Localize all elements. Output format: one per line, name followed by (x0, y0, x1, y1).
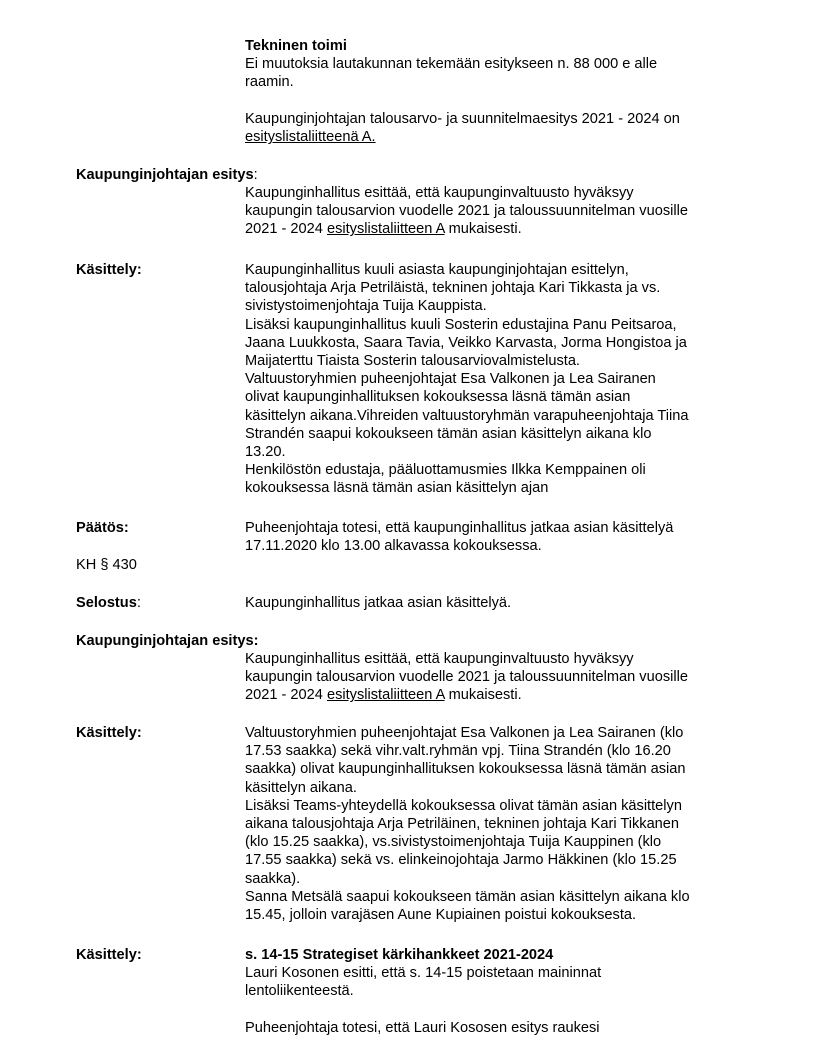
kasittely-label-3: Käsittely: (76, 947, 142, 963)
paatos-body (245, 519, 745, 555)
kasittely1-line: 13.20. (245, 444, 286, 461)
esitys2-line-2: kaupungin talousarvion vuodelle 2021 ja taloussuunnitelman vuosille (245, 669, 688, 686)
kasittely-body-1 (245, 261, 745, 498)
paatos-label: Päätös: (76, 520, 129, 536)
kasittely1-line: Henkilöstön edustaja, pääluottamusmies Ilkka Kemppainen oli (245, 462, 646, 479)
kasittely1-line: talousjohtaja Arja Petriläistä, tekninen johtaja Kari Tikkasta ja vs. (245, 280, 661, 297)
kasittely-body-3 (245, 946, 745, 1001)
kasittely1-line: Jaana Luukkosta, Saara Tavia, Veikko Karvasta, Jorma Hongistoa ja (245, 334, 687, 351)
talousarvo-line-1: Kaupunginjohtajan talousarvo- ja suunnitelmaesitys 2021 - 2024 on (245, 111, 680, 127)
esityslistaliite-link[interactable]: esityslistaliitteenä A. (245, 129, 376, 146)
kasittely1-line: Maijaterttu Tiaista Sosterin talousarviovalmistelusta. (245, 353, 580, 370)
kasittely1-line: Kaupunginhallitus kuuli asiasta kaupunginjohtajan esittelyn, (245, 262, 629, 278)
kasittely2-line: käsittelyn aikana. (245, 779, 357, 796)
esitys-body-2 (245, 650, 745, 705)
esitys-body-1 (245, 184, 745, 239)
esityslistaliite-link-2[interactable]: esityslistaliitteen A (326, 221, 445, 238)
kasittely2-line: aikana talousjohtaja Arja Petriläinen, tekninen johtaja Kari Tikkanen (245, 816, 680, 833)
kh-section-number: KH § 430 (76, 557, 137, 573)
kasittely1-line: Strandén saapui kokoukseen tämän asian käsittelyn aikana klo (245, 425, 652, 442)
kasittely-label-2: Käsittely: (76, 725, 142, 741)
esitys1-line-3-post: mukaisesti. (444, 221, 522, 238)
talousarvo-paragraph (245, 110, 745, 146)
kasittely1-line: Valtuustoryhmien puheenjohtajat Esa Valkonen ja Lea Sairanen (245, 371, 656, 388)
kasittely3-line-2: lentoliikenteestä. (245, 983, 354, 1000)
esitys-label-colon: : (253, 167, 258, 183)
esitys2-line-3-pre: 2021 - 2024 (245, 687, 327, 704)
kasittely-label-1: Käsittely: (76, 262, 142, 278)
kasittely3-line-1: Lauri Kosonen esitti, että s. 14-15 poistetaan maininnat (245, 965, 602, 982)
kasittely2-line: 17.53 saakka) sekä vihr.valt.ryhmän vpj. Tiina Strandén (klo 16.20 (245, 743, 671, 760)
selostus-text: Kaupunginhallitus jatkaa asian käsittelyä. (245, 595, 512, 611)
esitys1-line-3 (245, 220, 745, 238)
kasittely2-line: Lisäksi Teams-yhteydellä kokouksessa olivat tämän asian käsittelyn (245, 797, 682, 814)
strategiset-heading: s. 14-15 Strategiset kärkihankkeet 2021-2024 (245, 947, 554, 963)
kasittely2-line: Valtuustoryhmien puheenjohtajat Esa Valkonen ja Lea Sairanen (klo (245, 725, 684, 741)
kasittely2-line: Sanna Metsälä saapui kokoukseen tämän asian käsittelyn aikana klo (245, 888, 690, 905)
tekninen-line-1: Ei muutoksia lautakunnan tekemään esitykseen n. 88 000 e alle (245, 56, 658, 73)
kasittely2-line: 17.55 saakka) sekä vs. elinkeinojohtaja Jarmo Häkkinen (klo 15.25 (245, 852, 677, 869)
selostus-label-colon: : (136, 595, 141, 611)
kasittely1-line: kokouksessa läsnä tämän asian käsittelyn ajan (245, 480, 549, 497)
selostus-body (245, 594, 745, 612)
esitys-label-1 (76, 166, 258, 184)
kasittely1-line: käsittelyn aikana.Vihreiden valtuustoryhmän varapuheenjohtaja Tiina (245, 407, 689, 424)
esitys1-line-2: kaupungin talousarvion vuodelle 2021 ja taloussuunnitelman vuosille (245, 203, 688, 220)
tekninen-toimi-heading: Tekninen toimi (245, 38, 347, 54)
esitys1-line-1: Kaupunginhallitus esittää, että kaupunginvaltuusto hyväksyy (245, 185, 634, 201)
kasittely2-line: saakka) olivat kaupunginhallituksen kokouksessa läsnä tämän asian (245, 761, 686, 778)
esitys2-line-3 (245, 686, 745, 704)
kasittely-body-2 (245, 724, 745, 924)
esitys-label-2: Kaupunginjohtajan esitys: (76, 633, 259, 649)
selostus-label (76, 594, 141, 612)
paatos-line-1: Puheenjohtaja totesi, että kaupunginhallitus jatkaa asian käsittelyä (245, 520, 674, 536)
paatos-line-2: 17.11.2020 klo 13.00 alkavassa kokouksessa. (245, 538, 542, 555)
esitys2-line-1: Kaupunginhallitus esittää, että kaupunginvaltuusto hyväksyy (245, 651, 634, 667)
kasittely1-line: Lisäksi kaupunginhallitus kuuli Sosterin edustajina Panu Peitsaroa, (245, 316, 677, 333)
kasittely3-final-line: Puheenjohtaja totesi, että Lauri Kososen esitys raukesi (245, 1020, 600, 1036)
esitys-label-text: Kaupunginjohtajan esitys (76, 167, 254, 183)
kasittely2-line: saakka). (245, 870, 301, 887)
tekninen-line-2: raamin. (245, 74, 294, 91)
kasittely3-final (245, 1019, 745, 1037)
kasittely2-line: 15.45, jolloin varajäsen Aune Kupiainen poistui kokouksesta. (245, 907, 637, 924)
esitys1-line-3-pre: 2021 - 2024 (245, 221, 327, 238)
kasittely1-line: sivistystoimenjohtaja Tuija Kauppista. (245, 298, 487, 315)
esitys2-line-3-post: mukaisesti. (444, 687, 522, 704)
tekninen-toimi-section (245, 37, 745, 92)
kasittely1-line: olivat kaupunginhallituksen kokouksessa läsnä tämän asian (245, 389, 631, 406)
esityslistaliite-link-3[interactable]: esityslistaliitteen A (326, 687, 445, 704)
kasittely2-line: (klo 15.25 saakka), vs.sivistystoimenjohtaja Tuija Kauppinen (klo (245, 834, 662, 851)
selostus-label-text: Selostus (76, 595, 137, 611)
